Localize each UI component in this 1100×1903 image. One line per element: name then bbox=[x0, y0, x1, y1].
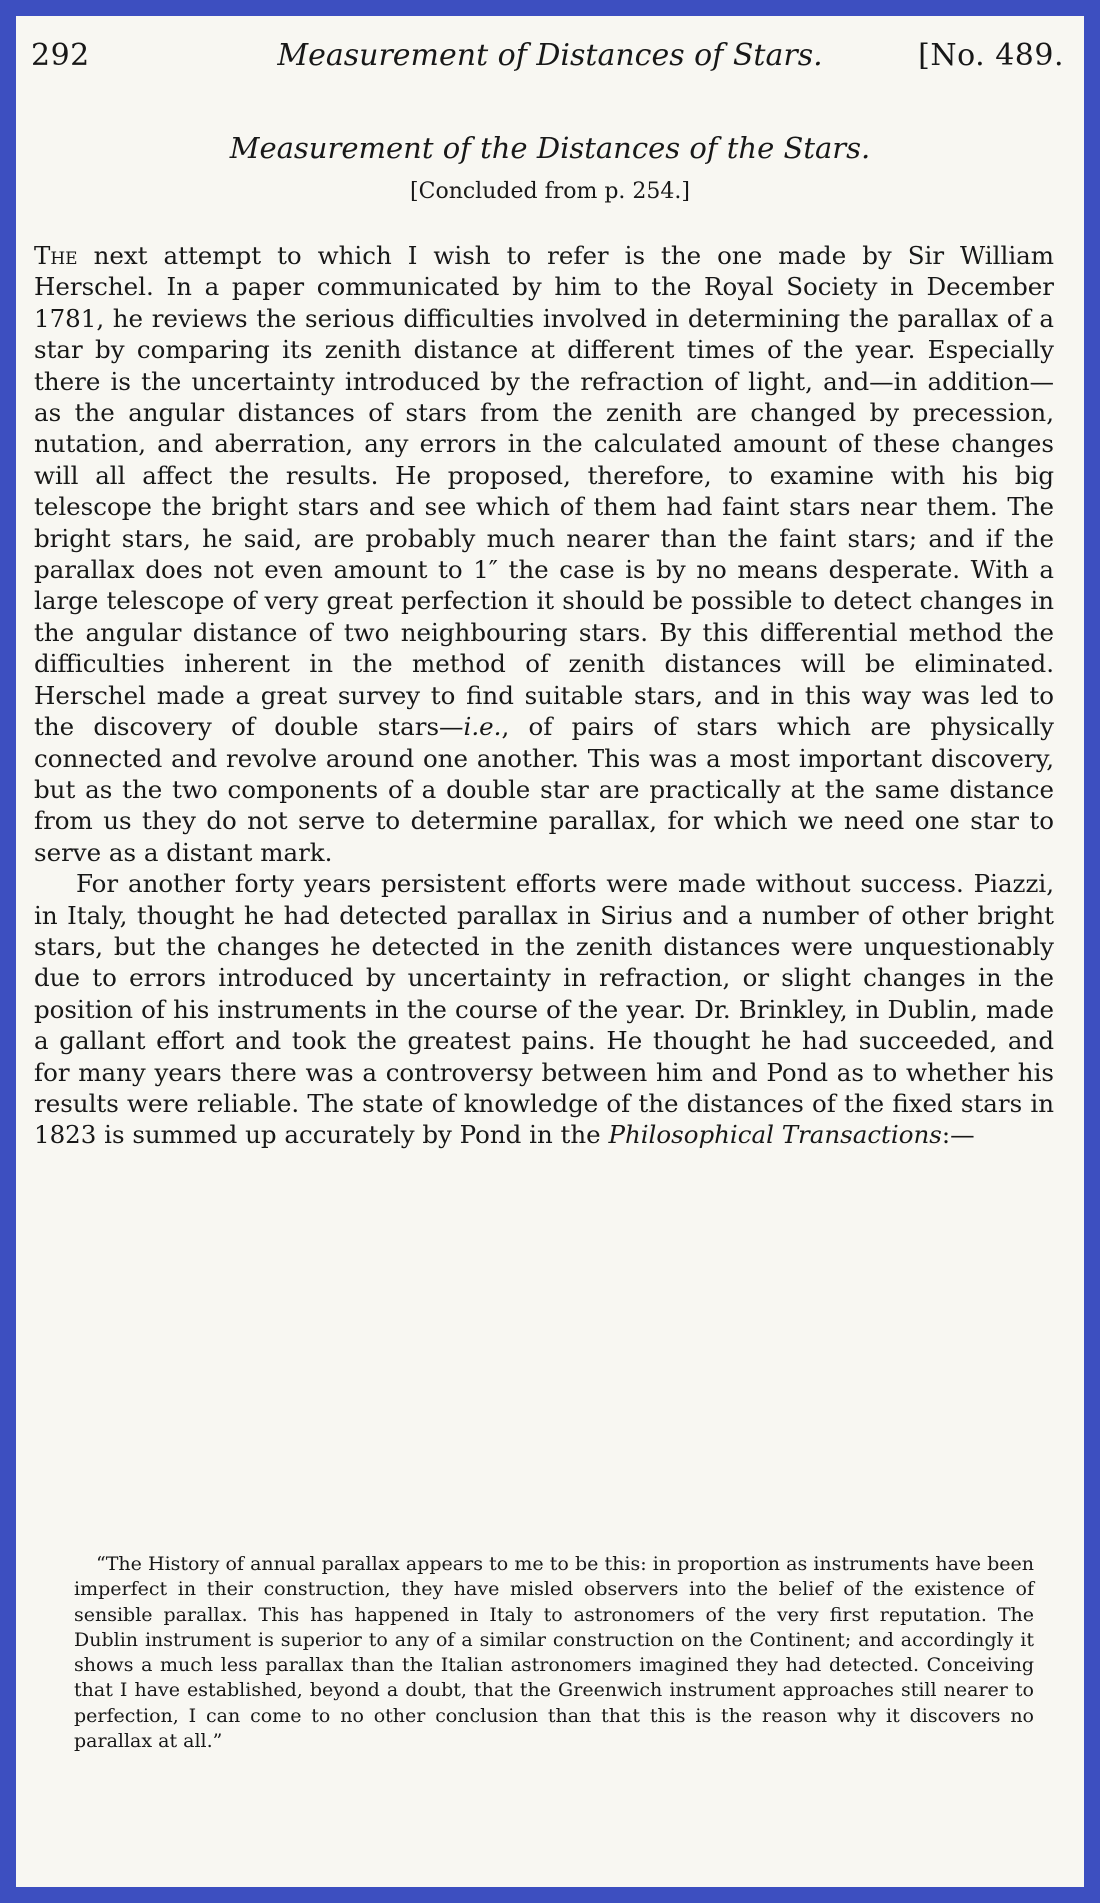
block-quote-text: “The History of annual parallax appears to me to be this: in proportion as instruments have been imperfect in their construction, they have misled observers into the belief of the existence of sensible parallax. This has happened in Italy to astronomers of the very first reputation. The Dublin instrument is superior to any of a similar construction on the Continent; and accordingly it shows a much less parallax than the Italian astronomers imagined they had detected. Conceiving that I have established, beyond a doubt, that the Greenwich instrument approaches still nearer to perfection, I can come to no other conclusion than that this is the reason why it discovers no parallax at all.” bbox=[74, 1553, 1034, 1753]
paragraph-2 bbox=[34, 868, 1054, 1151]
paragraph-1-text: next attempt to which I wish to refer is the one made by Sir William Herschel. In a paper communicated by him to the Royal Society in December 1781, he reviews the serious difficulties involved in determining the parallax of a star by comparing its zenith distance at different times of the year. Especially there is the uncertainty introduced by the refraction of light, and—in addition—as the angular distances of stars from the zenith are changed by precession, nutation, and aberration, any errors in the calculated amount of these changes will all affect the results. He proposed, therefore, to examine with his big telescope the bright stars and see which of them had faint stars near them. The bright stars, he said, are probably much nearer than the faint stars; and if the parallax does not even amount to 1″ the case is by no means desperate. With a large telescope of very great perfection it should be possible to detect changes in the angular distance of two neighbouring stars. By this differential method the difficulties inherent in the method of zenith distances will be eliminated. Herschel made a great survey to find suitable stars, and in this way was led to the discovery of double stars— bbox=[34, 241, 1054, 742]
paragraph-1 bbox=[34, 240, 1054, 868]
paragraph-1-text-end: , of pairs of stars which are physically connected and revolve around one another. This was a most important discovery, but as the two components of a double star are practically at the same distance from us they do not serve to determine parallax, for which we need one star to serve as a distant mark. bbox=[34, 712, 1054, 867]
running-title: Measurement of Distances of Stars. bbox=[277, 38, 823, 73]
issue-number: [No. 489. bbox=[918, 38, 1064, 73]
article-title: Measurement of the Distances of the Stars. bbox=[229, 131, 871, 165]
continuation-note: [Concluded from p. 254.] bbox=[410, 179, 690, 204]
paragraph-1-italic-ie: i.e. bbox=[463, 712, 502, 742]
paragraph-2-text-end: :— bbox=[941, 1120, 975, 1150]
page-number: 292 bbox=[31, 38, 90, 73]
running-head bbox=[16, 38, 1084, 88]
paragraph-1-lead-word: The bbox=[34, 241, 78, 270]
block-quote bbox=[74, 1552, 1034, 1754]
paragraph-2-italic-journal: Philosophical Transactions bbox=[608, 1120, 942, 1150]
document-page bbox=[16, 16, 1084, 1887]
article-body bbox=[34, 240, 1054, 1151]
paragraph-2-text: For another forty years persistent efforts were made without success. Piazzi, in Italy, thought he had detected parallax in Sirius and a number of other bright stars, but the changes he detected in the zenith distances were unquestionably due to errors introduced by uncertainty in refraction, or slight changes in the position of his instruments in the course of the year. Dr. Brinkley, in Dublin, made a gallant effort and took the greatest pains. He thought he had succeeded, and for many years there was a controversy between him and Pond as to whether his results were reliable. The state of knowledge of the distances of the fixed stars in 1823 is summed up accurately by Pond in the bbox=[34, 869, 1054, 1150]
